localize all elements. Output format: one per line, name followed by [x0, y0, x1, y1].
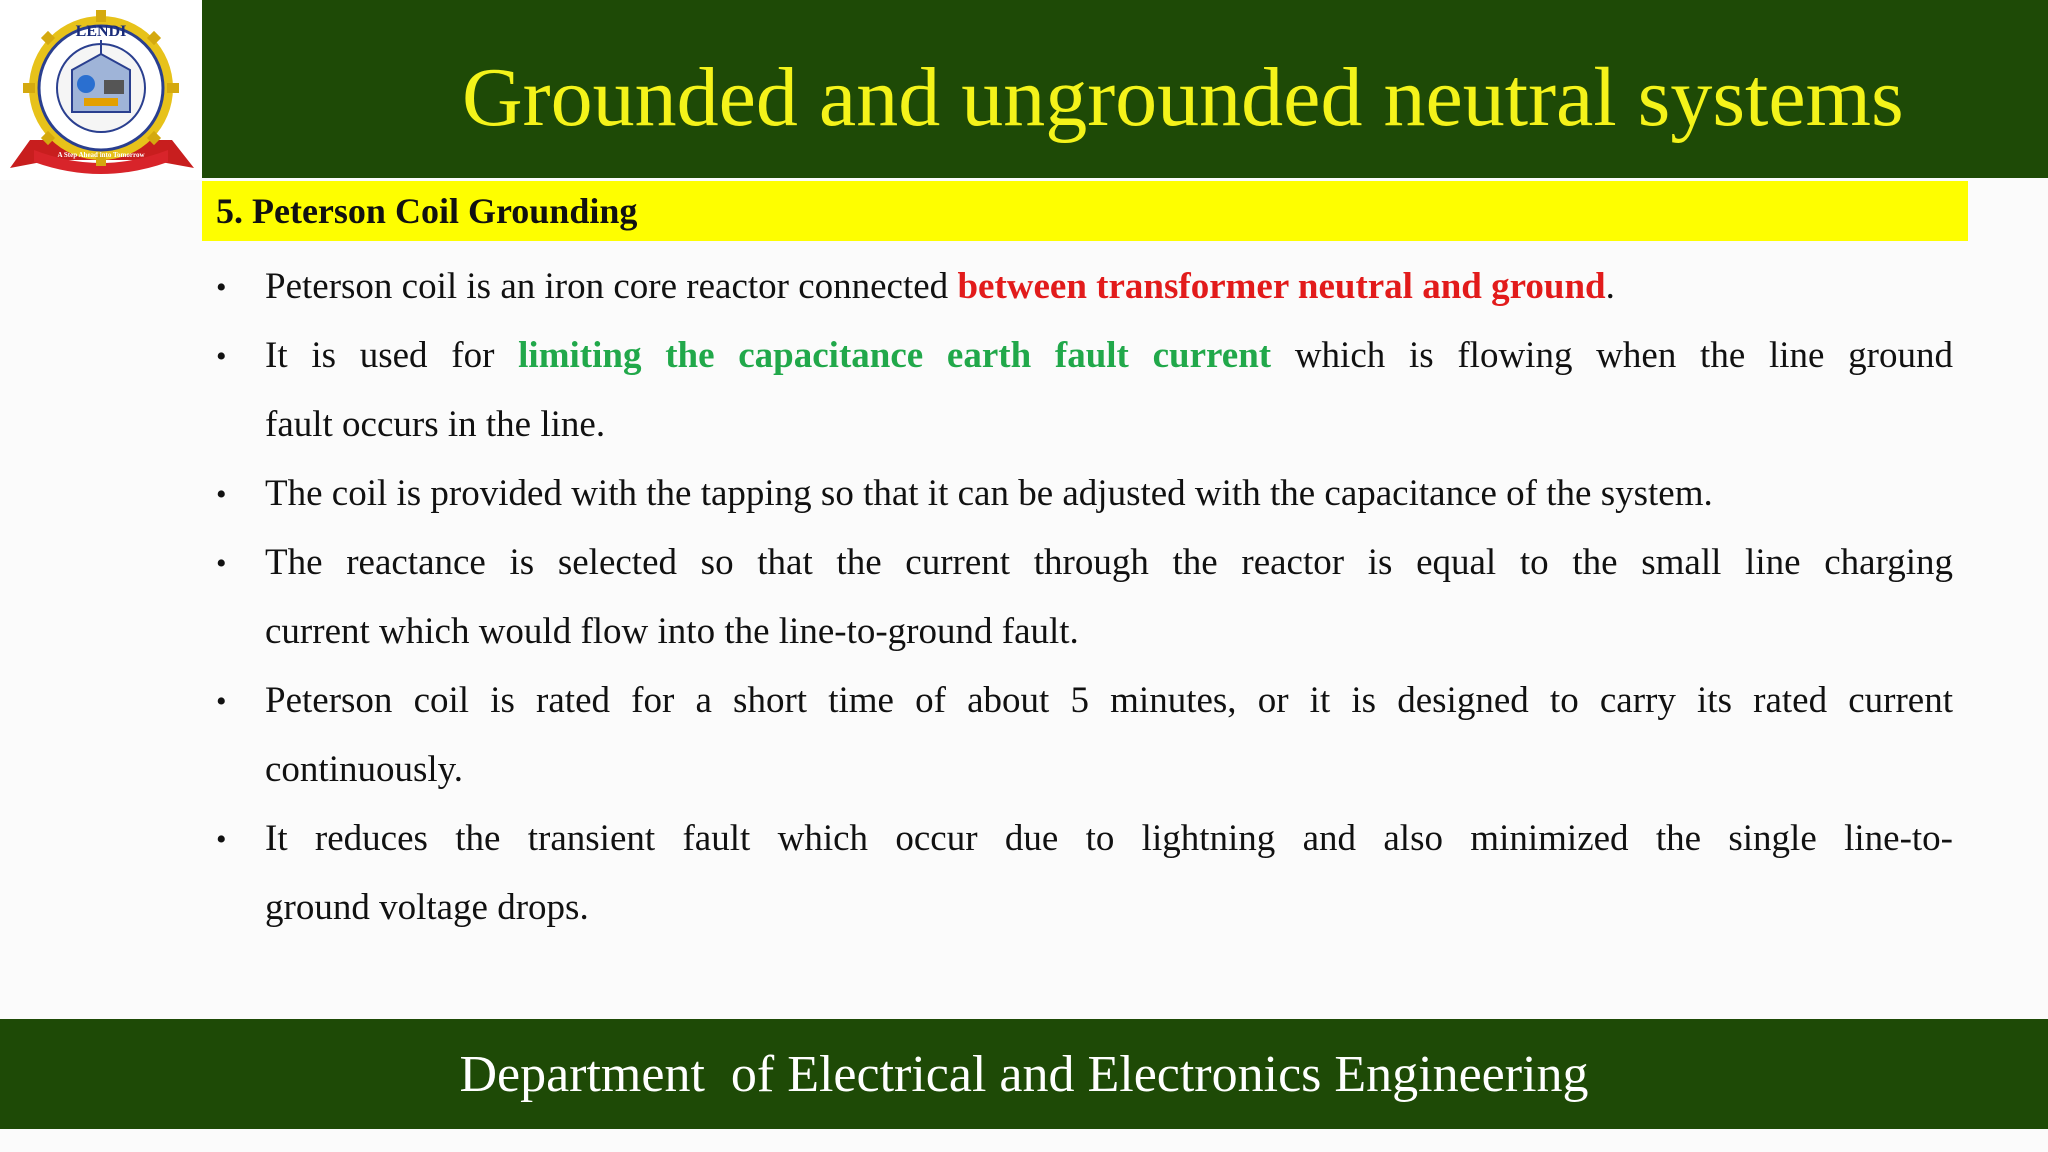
bullet-text: The coil is provided with the tapping so that it can be adjusted with the capacitance of the system.	[265, 473, 1713, 514]
bullet-marker: •	[216, 823, 227, 856]
svg-text:LENDI: LENDI	[75, 23, 127, 40]
footer-department	[0, 1040, 2048, 1110]
bullet-text-line	[265, 538, 1953, 588]
bullet-text-line	[265, 400, 605, 450]
bullet-marker: •	[216, 271, 227, 304]
slide-title: Grounded and ungrounded neutral systems	[462, 51, 1904, 144]
bullet-text: current which would flow into the line-to-ground fault.	[265, 611, 1079, 652]
bullet-text: fault occurs in the line.	[265, 404, 606, 445]
bullet-text: which is flowing when the line ground	[1271, 335, 1953, 376]
bullet-marker: •	[216, 340, 227, 373]
section-heading: 5. Peterson Coil Grounding	[216, 191, 638, 231]
bullet-text-line	[265, 262, 1615, 312]
bullet-marker: •	[216, 685, 227, 718]
bullet-text-line	[265, 814, 1953, 864]
bullet-text: Peterson coil is rated for a short time of about 5 minutes, or it is designed to carry its rated current	[265, 680, 1953, 721]
bullet-text: ground voltage drops.	[265, 887, 589, 928]
bullet-marker: •	[216, 547, 227, 580]
bullet-text-line	[265, 883, 589, 933]
bullet-marker: •	[216, 478, 227, 511]
bullet-text-line	[265, 469, 1713, 519]
bullet-text-line	[265, 676, 1953, 726]
bullet-text-line	[265, 607, 1079, 657]
svg-text:A Step Ahead into Tomorrow: A Step Ahead into Tomorrow	[57, 151, 145, 159]
bullet-text: The reactance is selected so that the current through the reactor is equal to the small line charging	[265, 542, 1953, 583]
bullet-text-line	[265, 331, 1953, 381]
highlight-red-text: between transformer neutral and ground	[957, 266, 1606, 307]
bullet-text: It reduces the transient fault which occur due to lightning and also minimized the single line-to-	[265, 818, 1953, 859]
bullet-text-line	[265, 745, 463, 795]
bullet-text: continuously.	[265, 749, 464, 790]
footer-label: Department of Electrical and Electronics Engineering	[459, 1046, 1589, 1103]
highlight-green-text: limiting the capacitance earth fault current	[518, 335, 1272, 376]
bullet-text: It is used for	[265, 335, 519, 376]
bullet-text: Peterson coil is an iron core reactor connected	[265, 266, 958, 307]
bullet-text: .	[1605, 266, 1615, 307]
